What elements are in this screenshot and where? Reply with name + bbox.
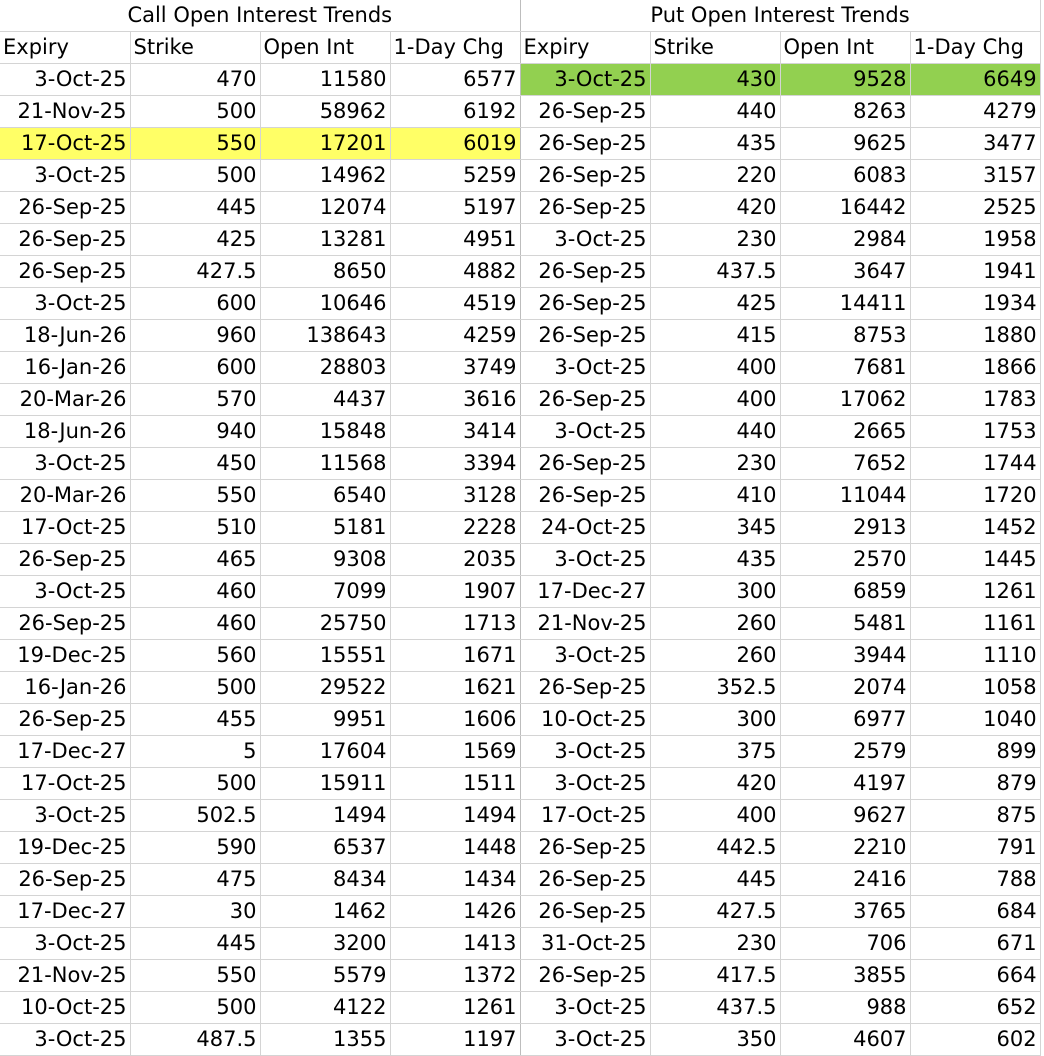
- call-strike-cell[interactable]: 500: [130, 160, 260, 192]
- put-strike-cell[interactable]: 300: [650, 704, 780, 736]
- put-expiry-cell[interactable]: 3-Oct-25: [520, 544, 650, 576]
- put-open-int-cell[interactable]: 4197: [780, 768, 910, 800]
- call-1-day-chg-cell[interactable]: 1372: [390, 960, 520, 992]
- put-open-int-cell[interactable]: 3765: [780, 896, 910, 928]
- table-row: [0, 480, 1040, 512]
- put-header-expiry[interactable]: Expiry: [520, 32, 650, 64]
- call-1-day-chg-cell[interactable]: 1261: [390, 992, 520, 1024]
- call-expiry-cell[interactable]: 3-Oct-25: [0, 576, 130, 608]
- table-row: [0, 288, 1040, 320]
- put-expiry-cell[interactable]: 26-Sep-25: [520, 384, 650, 416]
- put-open-int-cell[interactable]: 6859: [780, 576, 910, 608]
- put-open-int-cell[interactable]: 5481: [780, 608, 910, 640]
- call-open-int-cell[interactable]: 15911: [260, 768, 390, 800]
- table-row: [0, 928, 1040, 960]
- put-1-day-chg-cell[interactable]: 1161: [910, 608, 1040, 640]
- call-strike-cell[interactable]: 450: [130, 448, 260, 480]
- call-1-day-chg-cell[interactable]: 1907: [390, 576, 520, 608]
- call-open-int-cell[interactable]: 8434: [260, 864, 390, 896]
- call-expiry-cell[interactable]: 3-Oct-25: [0, 160, 130, 192]
- put-1-day-chg-cell[interactable]: 4279: [910, 96, 1040, 128]
- call-strike-cell[interactable]: 940: [130, 416, 260, 448]
- call-expiry-cell[interactable]: 17-Oct-25: [0, 128, 130, 160]
- put-open-int-cell[interactable]: 2416: [780, 864, 910, 896]
- call-strike-cell[interactable]: 487.5: [130, 1024, 260, 1056]
- call-1-day-chg-cell[interactable]: 1197: [390, 1024, 520, 1056]
- put-open-int-cell[interactable]: 6977: [780, 704, 910, 736]
- call-expiry-cell[interactable]: 3-Oct-25: [0, 448, 130, 480]
- call-strike-cell[interactable]: 500: [130, 672, 260, 704]
- put-expiry-cell[interactable]: 26-Sep-25: [520, 448, 650, 480]
- put-1-day-chg-cell[interactable]: 1958: [910, 224, 1040, 256]
- call-1-day-chg-cell[interactable]: 2228: [390, 512, 520, 544]
- put-open-int-cell[interactable]: 11044: [780, 480, 910, 512]
- put-expiry-cell[interactable]: 21-Nov-25: [520, 608, 650, 640]
- put-1-day-chg-cell[interactable]: 1934: [910, 288, 1040, 320]
- call-strike-cell[interactable]: 500: [130, 96, 260, 128]
- call-strike-cell[interactable]: 570: [130, 384, 260, 416]
- table-row: [0, 800, 1040, 832]
- call-1-day-chg-cell[interactable]: 3616: [390, 384, 520, 416]
- call-expiry-cell[interactable]: 17-Oct-25: [0, 512, 130, 544]
- call-1-day-chg-cell[interactable]: 1713: [390, 608, 520, 640]
- call-expiry-cell[interactable]: 26-Sep-25: [0, 192, 130, 224]
- call-strike-cell[interactable]: 502.5: [130, 800, 260, 832]
- put-open-int-cell[interactable]: 706: [780, 928, 910, 960]
- call-1-day-chg-cell[interactable]: 1569: [390, 736, 520, 768]
- call-expiry-cell[interactable]: 18-Jun-26: [0, 416, 130, 448]
- put-1-day-chg-cell[interactable]: 1783: [910, 384, 1040, 416]
- put-strike-cell[interactable]: 437.5: [650, 992, 780, 1024]
- put-1-day-chg-cell[interactable]: 1110: [910, 640, 1040, 672]
- call-open-int-cell[interactable]: 14962: [260, 160, 390, 192]
- put-open-int-cell[interactable]: 2210: [780, 832, 910, 864]
- put-open-int-cell[interactable]: 8263: [780, 96, 910, 128]
- put-expiry-cell[interactable]: 31-Oct-25: [520, 928, 650, 960]
- put-1-day-chg-cell[interactable]: 1880: [910, 320, 1040, 352]
- table-row: [0, 384, 1040, 416]
- put-expiry-cell[interactable]: 3-Oct-25: [520, 224, 650, 256]
- put-strike-cell[interactable]: 435: [650, 544, 780, 576]
- put-open-int-cell[interactable]: 2913: [780, 512, 910, 544]
- put-expiry-cell[interactable]: 17-Oct-25: [520, 800, 650, 832]
- put-expiry-cell[interactable]: 26-Sep-25: [520, 896, 650, 928]
- call-expiry-cell[interactable]: 26-Sep-25: [0, 544, 130, 576]
- column-header-row: [0, 32, 1040, 64]
- put-strike-cell[interactable]: 300: [650, 576, 780, 608]
- call-1-day-chg-cell[interactable]: 3749: [390, 352, 520, 384]
- put-expiry-cell[interactable]: 26-Sep-25: [520, 256, 650, 288]
- call-open-int-cell[interactable]: 5181: [260, 512, 390, 544]
- table-row: [0, 832, 1040, 864]
- table-row: [0, 64, 1040, 96]
- data-rows: [0, 64, 1040, 1056]
- call-open-int-cell[interactable]: 17201: [260, 128, 390, 160]
- put-1-day-chg-cell[interactable]: 3477: [910, 128, 1040, 160]
- call-expiry-cell[interactable]: 3-Oct-25: [0, 928, 130, 960]
- call-1-day-chg-cell[interactable]: 1448: [390, 832, 520, 864]
- call-expiry-cell[interactable]: 17-Dec-27: [0, 736, 130, 768]
- put-1-day-chg-cell[interactable]: 2525: [910, 192, 1040, 224]
- put-expiry-cell[interactable]: 26-Sep-25: [520, 320, 650, 352]
- put-expiry-cell[interactable]: 3-Oct-25: [520, 416, 650, 448]
- put-expiry-cell[interactable]: 24-Oct-25: [520, 512, 650, 544]
- put-open-int-cell[interactable]: 2570: [780, 544, 910, 576]
- put-strike-cell[interactable]: 410: [650, 480, 780, 512]
- put-open-int-cell[interactable]: 4607: [780, 1024, 910, 1056]
- call-open-int-cell[interactable]: 5579: [260, 960, 390, 992]
- call-1-day-chg-cell[interactable]: 3394: [390, 448, 520, 480]
- put-header-1-day-chg[interactable]: 1-Day Chg: [910, 32, 1040, 64]
- put-open-int-cell[interactable]: 9625: [780, 128, 910, 160]
- put-strike-cell[interactable]: 352.5: [650, 672, 780, 704]
- call-expiry-cell[interactable]: 16-Jan-26: [0, 672, 130, 704]
- put-1-day-chg-cell[interactable]: 1744: [910, 448, 1040, 480]
- call-header-strike[interactable]: Strike: [130, 32, 260, 64]
- put-open-int-cell[interactable]: 6083: [780, 160, 910, 192]
- call-open-int-cell[interactable]: 4122: [260, 992, 390, 1024]
- put-strike-cell[interactable]: 417.5: [650, 960, 780, 992]
- put-1-day-chg-cell[interactable]: 875: [910, 800, 1040, 832]
- table-row: [0, 576, 1040, 608]
- call-expiry-cell[interactable]: 26-Sep-25: [0, 864, 130, 896]
- put-strike-cell[interactable]: 420: [650, 768, 780, 800]
- put-strike-cell[interactable]: 400: [650, 384, 780, 416]
- put-strike-cell[interactable]: 437.5: [650, 256, 780, 288]
- call-strike-cell[interactable]: 445: [130, 192, 260, 224]
- call-1-day-chg-cell[interactable]: 1606: [390, 704, 520, 736]
- put-1-day-chg-cell[interactable]: 788: [910, 864, 1040, 896]
- call-header-1-day-chg[interactable]: 1-Day Chg: [390, 32, 520, 64]
- put-1-day-chg-cell[interactable]: 1261: [910, 576, 1040, 608]
- put-1-day-chg-cell[interactable]: 1452: [910, 512, 1040, 544]
- call-open-int-cell[interactable]: 1494: [260, 800, 390, 832]
- call-strike-cell[interactable]: 445: [130, 928, 260, 960]
- put-expiry-cell[interactable]: 3-Oct-25: [520, 1024, 650, 1056]
- call-1-day-chg-cell[interactable]: 4519: [390, 288, 520, 320]
- put-strike-cell[interactable]: 415: [650, 320, 780, 352]
- put-open-int-cell[interactable]: 2579: [780, 736, 910, 768]
- put-open-int-cell[interactable]: 17062: [780, 384, 910, 416]
- put-expiry-cell[interactable]: 3-Oct-25: [520, 992, 650, 1024]
- call-open-int-cell[interactable]: 138643: [260, 320, 390, 352]
- call-expiry-cell[interactable]: 21-Nov-25: [0, 96, 130, 128]
- call-open-int-cell[interactable]: 29522: [260, 672, 390, 704]
- call-expiry-cell[interactable]: 18-Jun-26: [0, 320, 130, 352]
- call-expiry-cell[interactable]: 17-Oct-25: [0, 768, 130, 800]
- call-expiry-cell[interactable]: 3-Oct-25: [0, 800, 130, 832]
- call-open-int-cell[interactable]: 7099: [260, 576, 390, 608]
- put-strike-cell[interactable]: 375: [650, 736, 780, 768]
- put-1-day-chg-cell[interactable]: 6649: [910, 64, 1040, 96]
- put-strike-cell[interactable]: 425: [650, 288, 780, 320]
- put-open-int-cell[interactable]: 14411: [780, 288, 910, 320]
- call-strike-cell[interactable]: 470: [130, 64, 260, 96]
- call-expiry-cell[interactable]: 17-Dec-27: [0, 896, 130, 928]
- call-1-day-chg-cell[interactable]: 1434: [390, 864, 520, 896]
- call-expiry-cell[interactable]: 26-Sep-25: [0, 608, 130, 640]
- call-open-int-cell[interactable]: 8650: [260, 256, 390, 288]
- table-row: [0, 192, 1040, 224]
- table-row: [0, 864, 1040, 896]
- put-expiry-cell[interactable]: 26-Sep-25: [520, 864, 650, 896]
- put-1-day-chg-cell[interactable]: 1753: [910, 416, 1040, 448]
- call-1-day-chg-cell[interactable]: 4951: [390, 224, 520, 256]
- put-expiry-cell[interactable]: 3-Oct-25: [520, 768, 650, 800]
- table-row: [0, 960, 1040, 992]
- table-row: [0, 320, 1040, 352]
- call-open-int-cell[interactable]: 6537: [260, 832, 390, 864]
- call-1-day-chg-cell[interactable]: 4882: [390, 256, 520, 288]
- put-strike-cell[interactable]: 230: [650, 448, 780, 480]
- put-1-day-chg-cell[interactable]: 1720: [910, 480, 1040, 512]
- call-open-int-cell[interactable]: 58962: [260, 96, 390, 128]
- call-expiry-cell[interactable]: 3-Oct-25: [0, 1024, 130, 1056]
- put-strike-cell[interactable]: 260: [650, 640, 780, 672]
- put-header-open-int[interactable]: Open Int: [780, 32, 910, 64]
- put-strike-cell[interactable]: 260: [650, 608, 780, 640]
- call-strike-cell[interactable]: 600: [130, 352, 260, 384]
- call-strike-cell[interactable]: 460: [130, 576, 260, 608]
- put-strike-cell[interactable]: 345: [650, 512, 780, 544]
- call-strike-cell[interactable]: 460: [130, 608, 260, 640]
- put-expiry-cell[interactable]: 26-Sep-25: [520, 96, 650, 128]
- put-open-int-cell[interactable]: 988: [780, 992, 910, 1024]
- table-row: [0, 256, 1040, 288]
- call-expiry-cell[interactable]: 21-Nov-25: [0, 960, 130, 992]
- call-strike-cell[interactable]: 500: [130, 992, 260, 1024]
- put-1-day-chg-cell[interactable]: 1040: [910, 704, 1040, 736]
- put-expiry-cell[interactable]: 3-Oct-25: [520, 352, 650, 384]
- put-expiry-cell[interactable]: 10-Oct-25: [520, 704, 650, 736]
- call-1-day-chg-cell[interactable]: 3128: [390, 480, 520, 512]
- put-1-day-chg-cell[interactable]: 899: [910, 736, 1040, 768]
- table-row: [0, 608, 1040, 640]
- call-1-day-chg-cell[interactable]: 1511: [390, 768, 520, 800]
- table-row: [0, 544, 1040, 576]
- call-1-day-chg-cell[interactable]: 6019: [390, 128, 520, 160]
- put-1-day-chg-cell[interactable]: 664: [910, 960, 1040, 992]
- call-expiry-cell[interactable]: 16-Jan-26: [0, 352, 130, 384]
- put-strike-cell[interactable]: 400: [650, 352, 780, 384]
- put-strike-cell[interactable]: 440: [650, 416, 780, 448]
- call-open-int-cell[interactable]: 12074: [260, 192, 390, 224]
- table-row: [0, 96, 1040, 128]
- call-1-day-chg-cell[interactable]: 2035: [390, 544, 520, 576]
- table-row: [0, 992, 1040, 1024]
- put-strike-cell[interactable]: 230: [650, 928, 780, 960]
- table-row: [0, 704, 1040, 736]
- put-section-title[interactable]: Put Open Interest Trends: [520, 0, 1040, 32]
- put-open-int-cell[interactable]: 2665: [780, 416, 910, 448]
- call-expiry-cell[interactable]: 3-Oct-25: [0, 64, 130, 96]
- table-row: [0, 512, 1040, 544]
- call-open-int-cell[interactable]: 3200: [260, 928, 390, 960]
- put-open-int-cell[interactable]: 2074: [780, 672, 910, 704]
- put-1-day-chg-cell[interactable]: 1445: [910, 544, 1040, 576]
- put-open-int-cell[interactable]: 8753: [780, 320, 910, 352]
- call-open-int-cell[interactable]: 9308: [260, 544, 390, 576]
- put-strike-cell[interactable]: 440: [650, 96, 780, 128]
- call-section-title[interactable]: Call Open Interest Trends: [0, 0, 520, 32]
- table-row: [0, 160, 1040, 192]
- call-strike-cell[interactable]: 550: [130, 960, 260, 992]
- call-open-int-cell[interactable]: 11580: [260, 64, 390, 96]
- put-1-day-chg-cell[interactable]: 1866: [910, 352, 1040, 384]
- put-open-int-cell[interactable]: 9627: [780, 800, 910, 832]
- put-open-int-cell[interactable]: 3855: [780, 960, 910, 992]
- put-expiry-cell[interactable]: 26-Sep-25: [520, 480, 650, 512]
- table-row: [0, 1024, 1040, 1056]
- put-strike-cell[interactable]: 220: [650, 160, 780, 192]
- call-1-day-chg-cell[interactable]: 5259: [390, 160, 520, 192]
- put-header-strike[interactable]: Strike: [650, 32, 780, 64]
- put-expiry-cell[interactable]: 3-Oct-25: [520, 64, 650, 96]
- put-expiry-cell[interactable]: 26-Sep-25: [520, 160, 650, 192]
- call-open-int-cell[interactable]: 28803: [260, 352, 390, 384]
- call-strike-cell[interactable]: 550: [130, 480, 260, 512]
- put-expiry-cell[interactable]: 26-Sep-25: [520, 192, 650, 224]
- call-1-day-chg-cell[interactable]: 1494: [390, 800, 520, 832]
- put-expiry-cell[interactable]: 26-Sep-25: [520, 128, 650, 160]
- put-1-day-chg-cell[interactable]: 3157: [910, 160, 1040, 192]
- call-expiry-cell[interactable]: 3-Oct-25: [0, 288, 130, 320]
- call-1-day-chg-cell[interactable]: 6192: [390, 96, 520, 128]
- put-expiry-cell[interactable]: 3-Oct-25: [520, 736, 650, 768]
- call-strike-cell[interactable]: 590: [130, 832, 260, 864]
- put-open-int-cell[interactable]: 2984: [780, 224, 910, 256]
- table-row: [0, 416, 1040, 448]
- call-header-expiry[interactable]: Expiry: [0, 32, 130, 64]
- call-strike-cell[interactable]: 475: [130, 864, 260, 896]
- call-strike-cell[interactable]: 550: [130, 128, 260, 160]
- table-row: [0, 896, 1040, 928]
- call-strike-cell[interactable]: 560: [130, 640, 260, 672]
- put-open-int-cell[interactable]: 7652: [780, 448, 910, 480]
- call-1-day-chg-cell[interactable]: 1413: [390, 928, 520, 960]
- table-row: [0, 672, 1040, 704]
- put-1-day-chg-cell[interactable]: 879: [910, 768, 1040, 800]
- call-expiry-cell[interactable]: 10-Oct-25: [0, 992, 130, 1024]
- call-open-int-cell[interactable]: 15551: [260, 640, 390, 672]
- call-expiry-cell[interactable]: 19-Dec-25: [0, 640, 130, 672]
- table-row: [0, 448, 1040, 480]
- call-open-int-cell[interactable]: 13281: [260, 224, 390, 256]
- call-1-day-chg-cell[interactable]: 1671: [390, 640, 520, 672]
- call-1-day-chg-cell[interactable]: 6577: [390, 64, 520, 96]
- call-strike-cell[interactable]: 465: [130, 544, 260, 576]
- call-expiry-cell[interactable]: 20-Mar-26: [0, 480, 130, 512]
- call-strike-cell[interactable]: 425: [130, 224, 260, 256]
- call-strike-cell[interactable]: 5: [130, 736, 260, 768]
- put-strike-cell[interactable]: 427.5: [650, 896, 780, 928]
- call-strike-cell[interactable]: 30: [130, 896, 260, 928]
- call-open-int-cell[interactable]: 1355: [260, 1024, 390, 1056]
- call-expiry-cell[interactable]: 26-Sep-25: [0, 224, 130, 256]
- call-open-int-cell[interactable]: 1462: [260, 896, 390, 928]
- call-open-int-cell[interactable]: 25750: [260, 608, 390, 640]
- call-open-int-cell[interactable]: 4437: [260, 384, 390, 416]
- put-open-int-cell[interactable]: 3647: [780, 256, 910, 288]
- call-open-int-cell[interactable]: 17604: [260, 736, 390, 768]
- put-expiry-cell[interactable]: 26-Sep-25: [520, 960, 650, 992]
- call-expiry-cell[interactable]: 26-Sep-25: [0, 256, 130, 288]
- put-expiry-cell[interactable]: 26-Sep-25: [520, 832, 650, 864]
- call-expiry-cell[interactable]: 20-Mar-26: [0, 384, 130, 416]
- put-open-int-cell[interactable]: 7681: [780, 352, 910, 384]
- table-row: [0, 128, 1040, 160]
- put-1-day-chg-cell[interactable]: 1058: [910, 672, 1040, 704]
- put-strike-cell[interactable]: 420: [650, 192, 780, 224]
- put-strike-cell[interactable]: 430: [650, 64, 780, 96]
- put-strike-cell[interactable]: 445: [650, 864, 780, 896]
- put-strike-cell[interactable]: 435: [650, 128, 780, 160]
- section-title-row: [0, 0, 1040, 32]
- call-strike-cell[interactable]: 600: [130, 288, 260, 320]
- call-1-day-chg-cell[interactable]: 4259: [390, 320, 520, 352]
- call-open-int-cell[interactable]: 9951: [260, 704, 390, 736]
- put-1-day-chg-cell[interactable]: 1941: [910, 256, 1040, 288]
- put-strike-cell[interactable]: 230: [650, 224, 780, 256]
- call-header-open-int[interactable]: Open Int: [260, 32, 390, 64]
- table-row: [0, 352, 1040, 384]
- call-1-day-chg-cell[interactable]: 3414: [390, 416, 520, 448]
- put-expiry-cell[interactable]: 3-Oct-25: [520, 640, 650, 672]
- put-1-day-chg-cell[interactable]: 602: [910, 1024, 1040, 1056]
- call-open-int-cell[interactable]: 10646: [260, 288, 390, 320]
- put-strike-cell[interactable]: 400: [650, 800, 780, 832]
- table-row: [0, 768, 1040, 800]
- table-row: [0, 640, 1040, 672]
- call-1-day-chg-cell[interactable]: 1426: [390, 896, 520, 928]
- put-strike-cell[interactable]: 350: [650, 1024, 780, 1056]
- put-expiry-cell[interactable]: 26-Sep-25: [520, 672, 650, 704]
- call-1-day-chg-cell[interactable]: 5197: [390, 192, 520, 224]
- put-1-day-chg-cell[interactable]: 652: [910, 992, 1040, 1024]
- call-strike-cell[interactable]: 500: [130, 768, 260, 800]
- call-open-int-cell[interactable]: 6540: [260, 480, 390, 512]
- put-1-day-chg-cell[interactable]: 671: [910, 928, 1040, 960]
- put-open-int-cell[interactable]: 3944: [780, 640, 910, 672]
- call-strike-cell[interactable]: 510: [130, 512, 260, 544]
- call-open-int-cell[interactable]: 15848: [260, 416, 390, 448]
- put-expiry-cell[interactable]: 26-Sep-25: [520, 288, 650, 320]
- call-strike-cell[interactable]: 960: [130, 320, 260, 352]
- put-1-day-chg-cell[interactable]: 684: [910, 896, 1040, 928]
- put-open-int-cell[interactable]: 16442: [780, 192, 910, 224]
- table-row: [0, 224, 1040, 256]
- call-open-int-cell[interactable]: 11568: [260, 448, 390, 480]
- put-open-int-cell[interactable]: 9528: [780, 64, 910, 96]
- call-1-day-chg-cell[interactable]: 1621: [390, 672, 520, 704]
- put-strike-cell[interactable]: 442.5: [650, 832, 780, 864]
- call-strike-cell[interactable]: 455: [130, 704, 260, 736]
- call-expiry-cell[interactable]: 19-Dec-25: [0, 832, 130, 864]
- table-row: [0, 736, 1040, 768]
- call-expiry-cell[interactable]: 26-Sep-25: [0, 704, 130, 736]
- put-expiry-cell[interactable]: 17-Dec-27: [520, 576, 650, 608]
- call-strike-cell[interactable]: 427.5: [130, 256, 260, 288]
- put-1-day-chg-cell[interactable]: 791: [910, 832, 1040, 864]
